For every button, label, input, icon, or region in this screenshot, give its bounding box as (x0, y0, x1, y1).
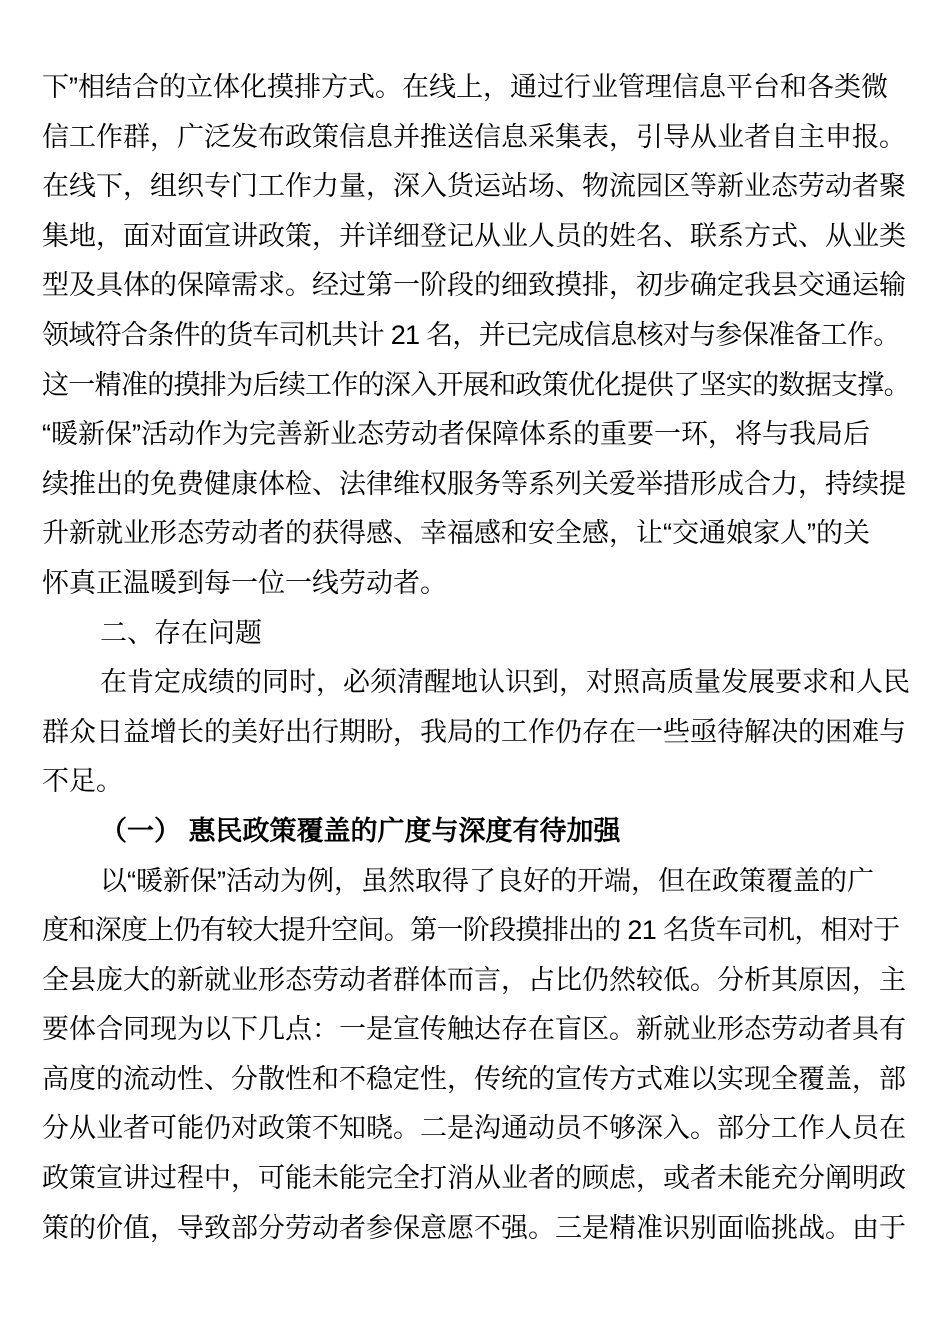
para-problems-intro (42, 658, 910, 807)
text-line: 政策宣讲过程中，可能未能完全打消从业者的顾虑，或者未能充分阐明政 (42, 1163, 906, 1194)
text-line: 度和深度上仍有较大提升空间。第一阶段摸排出的 21 名货车司机，相对于 (42, 915, 900, 946)
text-line: 集地，面对面宣讲政策，并详细登记从业人员的姓名、联系方式、从业类 (42, 220, 906, 251)
text-line: 型及具体的保障需求。经过第一阶段的细致摸排，初步确定我县交通运输 (42, 270, 906, 301)
text-line: 高度的流动性、分散性和不稳定性，传统的宣传方式难以实现全覆盖，部 (42, 1063, 906, 1094)
text-line: 这一精准的摸排为后续工作的深入开展和政策优化提供了坚实的数据支撑。 (42, 369, 910, 400)
para-survey-continuation (42, 63, 910, 609)
text-line: 信工作群，广泛发布政策信息并推送信息采集表，引导从业者自主申报。 (42, 121, 906, 152)
text-line: 分从业者可能仍对政策不知晓。二是沟通动员不够深入。部分工作人员在 (42, 1113, 906, 1144)
heading-subsection-2-1 (42, 807, 910, 857)
text-line: 要体合同现为以下几点：一是宣传触达存在盲区。新就业形态劳动者具有 (42, 1014, 906, 1045)
text-line: 群众日益增长的美好出行期盼，我局的工作仍存在一些亟待解决的困难与 (42, 716, 906, 747)
text-line: 在肯定成绩的同时，必须清醒地认识到，对照高质量发展要求和人民 (100, 667, 910, 698)
text-line: 续推出的免费健康体检、法律维权服务等系列关爱举措形成合力，持续提 (42, 468, 906, 499)
text-line: 不足。 (42, 766, 123, 797)
text-line: 升新就业形态劳动者的获得感、幸福感和安全感，让“交通娘家人”的关 (42, 518, 870, 549)
heading-section-2 (42, 609, 910, 659)
text-line: （一） 惠民政策覆盖的广度与深度有待加强 (100, 815, 621, 846)
text-line: 怀真正温暖到每一位一线劳动者。 (42, 567, 447, 598)
text-line: 下”相结合的立体化摸排方式。在线上，通过行业管理信息平台和各类微 (42, 72, 888, 102)
para-policy-coverage (42, 857, 910, 1254)
text-line: 以“暖新保”活动为例，虽然取得了良好的开端，但在政策覆盖的广 (100, 865, 874, 896)
text-line: 全县庞大的新就业形态劳动者群体而言，占比仍然较低。分析其原因，主 (42, 964, 906, 995)
text-line: 领域符合条件的货车司机共计 21 名，并已完成信息核对与参保准备工作。 (42, 319, 900, 350)
text-line: 二、存在问题 (100, 617, 262, 648)
document-body (42, 63, 910, 1253)
text-line: 策的价值，导致部分劳动者参保意愿不强。三是精准识别面临挑战。由于 (42, 1212, 906, 1243)
text-line: 在线下，组织专门工作力量，深入货运站场、物流园区等新业态劳动者聚 (42, 171, 906, 202)
text-line: “暖新保”活动作为完善新业态劳动者保障体系的重要一环，将与我局后 (42, 419, 870, 450)
